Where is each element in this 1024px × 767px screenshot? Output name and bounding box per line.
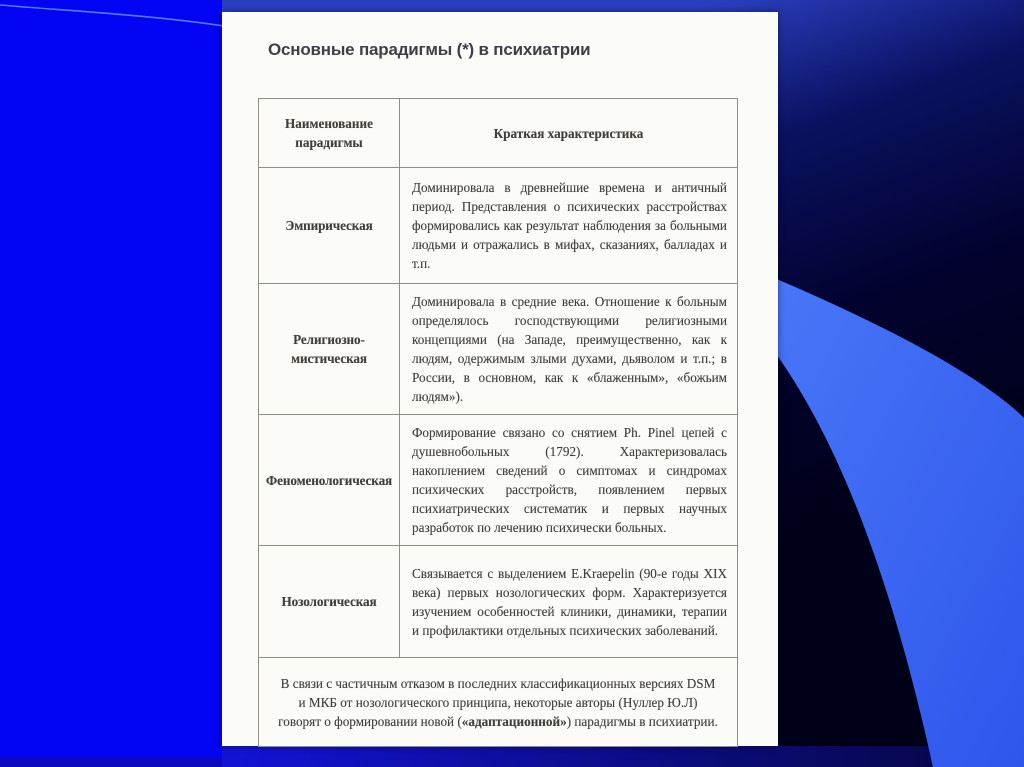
paradigms-table	[258, 98, 738, 747]
footnote-text-bold: «адаптационной»	[461, 713, 567, 729]
background-bottom-strip	[222, 746, 940, 767]
column-header-brief-characteristic: Краткая характеристика	[400, 99, 738, 168]
footnote-text-before: В связи с частичным отказом в последних классификационных версиях DSM и МКБ от нозологического принципа, некоторые авторы (Нуллер Ю.Л) говорят о формировании новой (	[278, 675, 716, 729]
paradigm-name-phenomenological: Феноменологическая	[259, 415, 400, 546]
footnote-text	[259, 658, 738, 747]
scanned-page	[222, 12, 778, 746]
paradigm-name-empirical: Эмпирическая	[259, 168, 400, 284]
background-left-bottom-strip	[0, 757, 222, 767]
table-footnote-row	[259, 658, 738, 747]
footnote-text-after: ) парадигмы в психиатрии.	[566, 713, 718, 729]
background-bright-blue-panel	[0, 0, 222, 767]
table-row	[259, 168, 738, 284]
paradigm-description-nosological: Связывается с выделением E.Kraepelin (90-е годы XIX века) первых нозологических форм. Характеризуется изучением особенностей клиники, динамики, терапии и профилактики отдельных психических заболеваний.	[400, 546, 738, 658]
table-header-row	[259, 99, 738, 168]
paradigm-description-phenomenological: Формирование связано со снятием Ph. Pinel цепей с душевнобольных (1792). Характеризовалась накоплением сведений о симптомах и синдромах психических расстройств, появлением первых психиатрических систематик и первых научных разработок по лечению психически больных.	[400, 415, 738, 546]
table-row	[259, 284, 738, 415]
table-row	[259, 415, 738, 546]
column-header-paradigm-name: Наименование парадигмы	[259, 99, 400, 168]
paradigm-description-empirical: Доминировала в древнейшие времена и античный период. Представления о психических расстройствах формировались как результат наблюдения за больными людьми и отражались в мифах, сказаниях, балладах и т.п.	[400, 168, 738, 284]
table-row	[259, 546, 738, 658]
paradigm-name-nosological: Нозологическая	[259, 546, 400, 658]
paradigm-name-religious-mystical: Религиозно-мистическая	[259, 284, 400, 415]
paradigm-description-religious-mystical: Доминировала в средние века. Отношение к больным определялось господствующими религиозными концепциями (на Западе, преимущественно, как к людям, одержимым злыми духами, дьяволом и т.п.; в России, в основном, как к «блаженным», «божьим людям»).	[400, 284, 738, 415]
page-title: Основные парадигмы (*) в психиатрии	[268, 40, 591, 59]
